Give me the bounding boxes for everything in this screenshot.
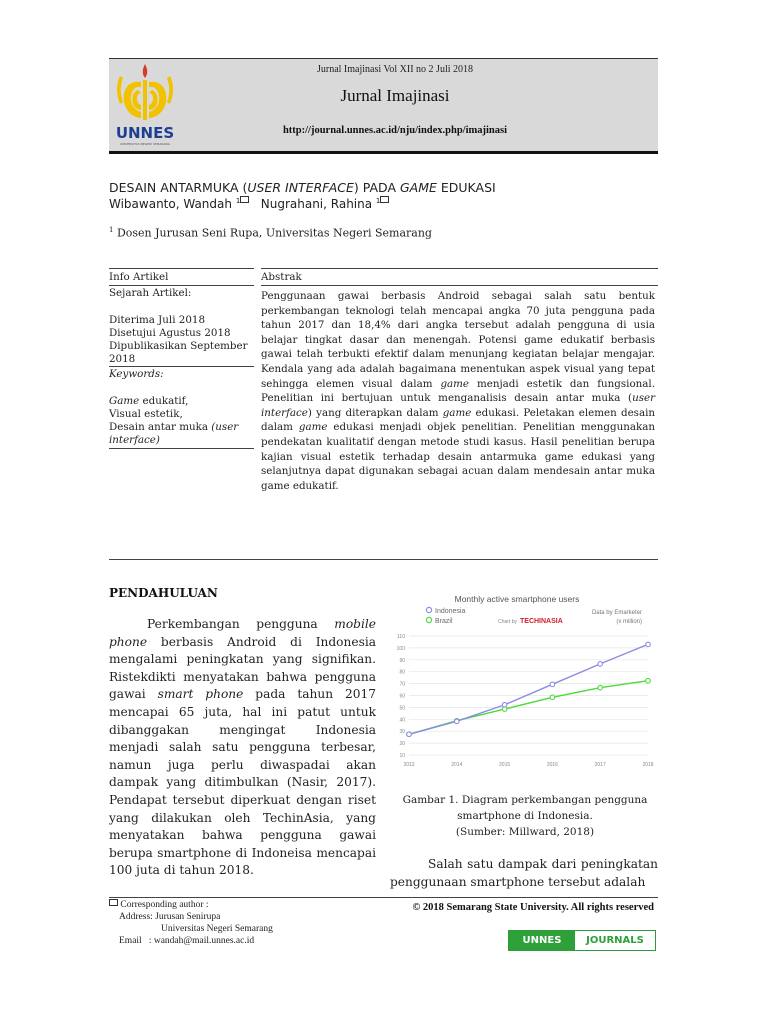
author-list: [109, 197, 389, 211]
email-link[interactable]: : wandah@mail.unnes.ac.id: [148, 936, 255, 946]
chart-credit-label: Chart by: [498, 619, 517, 625]
title-part: DESAIN ANTARMUKA (: [109, 180, 248, 195]
data-point-indonesia: [407, 732, 412, 737]
copyright-notice: © 2018 Semarang State University. All rights reserved: [412, 902, 654, 913]
received-date: Diterima Juli 2018: [109, 314, 205, 326]
envelope-icon: [240, 196, 249, 203]
keyword-2: Visual estetik,: [109, 408, 183, 420]
envelope-icon: [109, 899, 118, 906]
legend-marker-brazil: [426, 617, 431, 622]
caption-source: (Sumber: Millward, 2018): [455, 826, 595, 838]
y-tick-label: 90: [399, 657, 405, 664]
keyword-text: edukatif,: [139, 395, 189, 407]
data-point-brazil: [598, 685, 603, 690]
x-tick-label: 2018: [642, 762, 654, 768]
data-point-brazil: [550, 695, 555, 700]
legend-label-indonesia: Indonesia: [435, 608, 466, 615]
journal-url-link[interactable]: http://journal.unnes.ac.id/nju/index.php/imajinasi: [282, 125, 508, 136]
keyword-1: [109, 395, 254, 407]
x-tick-label: 2013: [403, 762, 415, 768]
abstract-head-rule: [261, 285, 658, 286]
y-tick-label: 20: [399, 741, 405, 748]
data-point-indonesia: [502, 702, 507, 707]
title-part: ) PADA: [353, 180, 400, 195]
journal-volume-line: Jurnal Imajinasi Vol XII no 2 Juli 2018: [316, 64, 473, 75]
y-tick-label: 60: [399, 693, 405, 700]
chart-credit-brand: TECHINASIA: [520, 618, 563, 625]
data-point-indonesia: [455, 719, 460, 724]
author-name: Wibawanto, Wandah: [109, 197, 232, 211]
affiliation: [109, 226, 432, 240]
keywords-label-text: Keywords:: [109, 368, 164, 380]
article-title: [109, 180, 496, 195]
info-mid-rule: [109, 366, 254, 367]
title-italic: GAME: [399, 180, 437, 195]
logo-wordmark: UNNES: [115, 124, 175, 142]
x-tick-label: 2016: [546, 762, 558, 768]
caption-line: Gambar 1. Diagram perkembangan pengguna: [402, 794, 648, 806]
x-tick-label: 2017: [594, 762, 606, 768]
title-part: EDUKASI: [436, 180, 496, 195]
continuation-paragraph: Salah satu dampak dari peningkatan penggunaan smartphone tersebut adalah: [390, 857, 658, 889]
y-tick-label: 70: [399, 681, 405, 688]
y-tick-label: 30: [399, 729, 405, 736]
corresponding-author-block: [109, 899, 273, 947]
chart-source-label: Data by Emarketer: [591, 610, 642, 616]
y-tick-label: 100: [396, 645, 405, 652]
figure-caption: [392, 792, 658, 840]
chart-title: Monthly active smartphone users: [454, 594, 580, 604]
history-label: Sejarah Artikel:: [109, 287, 192, 299]
smartphone-users-chart: [392, 590, 658, 772]
data-point-brazil: [646, 678, 651, 683]
y-tick-label: 10: [399, 753, 405, 759]
data-point-indonesia: [598, 662, 603, 667]
logo-subtext: UNIVERSITAS NEGERI SEMARANG: [120, 142, 170, 146]
journal-title: Jurnal Imajinasi: [340, 86, 450, 105]
unnes-logo: [112, 62, 178, 148]
keyword-italic: Game: [109, 395, 140, 407]
y-tick-label: 110: [397, 634, 405, 640]
address-line: Universitas Negeri Semarang: [161, 924, 273, 934]
y-tick-label: 80: [399, 669, 405, 676]
series-line-indonesia: [409, 644, 648, 734]
envelope-icon: [380, 196, 389, 203]
abstract-text: Penggunaan gawai berbasis Android sebagai salah satu bentuk perkembangan teknologi telah mencapai angka 70 juta pengguna pada tahun 2017 dan 18,4% dari angka tersebut adalah pengguna di usia belajar tingkat dasar dan menengah. Potensi game edukatif berbasis gawai telah terbukti efektif dalam menunjang kegiatan belajar mengajar. Kendala yang ada adalah bagaimana menentukan aspek visual yang tepat sehingga elemen visual dalam game menjadi estetik dan fungsional. Penelitian ini bertujuan untuk menganalisis desain antar muka (user interface) yang diterapkan dalam game edukasi. Peletakan elemen desain dalam game edukasi menjadi objek penelitian. Penelitian menggunakan pendekatan kualitatif dengan metode studi kasus. Hasil penelitian berupa kajian visual estetik terhadap desain antarmuka game edukasi yang selanjutnya dapat digunakan sebagai acuan dalam mendesain antar muka game edukatif.: [261, 290, 656, 492]
info-heading: Info Artikel: [109, 271, 169, 283]
abstract-heading: Abstrak: [261, 271, 302, 283]
info-top-rule: [109, 268, 254, 269]
badge-right: JOURNALS: [575, 931, 655, 950]
chart-unit-label: (x million): [616, 619, 642, 625]
author-name: Nugrahani, Rahina: [260, 197, 373, 211]
corresponding-label: Corresponding author :: [120, 900, 209, 910]
data-point-indonesia: [550, 682, 555, 687]
section-heading: PENDAHULUAN: [109, 586, 218, 600]
affiliation-marker: 1: [375, 197, 381, 205]
caption-line: smartphone di Indonesia.: [457, 810, 593, 822]
abstract-top-rule: [261, 268, 658, 269]
keyword-3: [109, 421, 254, 447]
info-head-rule: [109, 285, 254, 286]
info-bottom-rule: [109, 448, 254, 449]
keyword-italic: (user interface): [109, 421, 239, 446]
affiliation-text: Dosen Jurusan Seni Rupa, Universitas Negeri Semarang: [113, 226, 432, 240]
keyword-text: Desain antar muka: [109, 421, 212, 433]
data-point-indonesia: [646, 642, 651, 647]
published-date: Dipublikasikan September 2018: [109, 340, 248, 365]
keywords-label: [109, 368, 254, 380]
affiliation-marker: 1: [109, 226, 114, 234]
address-label: Address: [119, 912, 151, 922]
badge-left: UNNES: [509, 931, 575, 950]
legend-marker-indonesia: [426, 607, 431, 612]
unnes-emblem-icon: [112, 62, 178, 124]
x-tick-label: 2015: [499, 762, 511, 768]
section-divider: [109, 559, 658, 560]
accepted-date: Disetujui Agustus 2018: [109, 327, 231, 339]
legend-label-brazil: Brazil: [435, 618, 453, 625]
title-italic: USER INTERFACE: [247, 180, 354, 195]
intro-paragraph: Perkembangan pengguna mobile phone berbasis Android di Indonesia mengalami peningkatan yang signifikan. Ristekdikti menyatakan bahwa pengguna gawai smart phone pada tahun 2017 mencapai 65 juta, hal ini patut untuk dibanggakan mengingat Indonesia menjadi salah satu pengguna terbesar, namun juga perlu diwaspadai akan dampak yang ditimbulkan (Nasir, 2017). Pendapat tersebut diperkuat dengan riset yang dilakukan oleh TechinAsia, yang menyatakan bahwa pengguna gawai berupa smartphone di Indoneisa mencapai 100 juta di tahun 2018.: [109, 617, 376, 878]
footer-rule: [109, 897, 658, 898]
email-label: Email: [119, 936, 142, 946]
affiliation-marker: 1: [235, 197, 241, 205]
address-line: : Jurusan Senirupa: [150, 912, 221, 922]
x-tick-label: 2014: [451, 762, 463, 768]
y-tick-label: 40: [399, 717, 405, 724]
header-bottom-rule: [109, 151, 658, 154]
y-tick-label: 50: [399, 705, 405, 712]
unnes-journals-badge[interactable]: [508, 930, 656, 951]
